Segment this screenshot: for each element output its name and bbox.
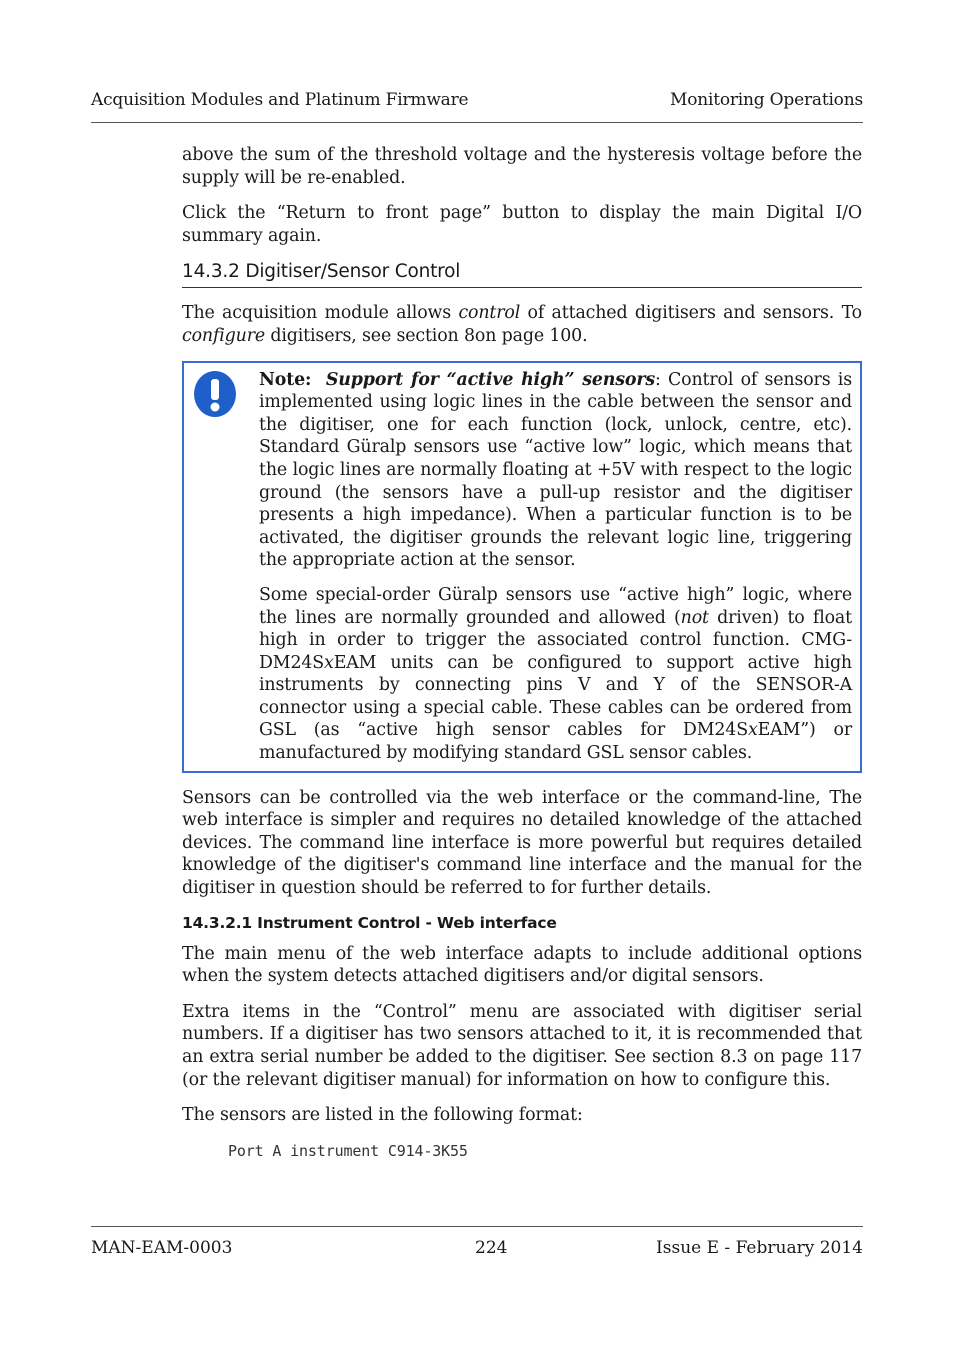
paragraph: above the sum of the threshold voltage and the hysteresis voltage before the supply will be re-enabled. [182, 145, 862, 188]
subsection-heading: 14.3.2.1 Instrument Control - Web interface [182, 913, 557, 932]
paragraph: Sensors can be controlled via the web interface or the command-line, The web interface is simpler and requires no detailed knowledge of the attached devices. The command line interface is more powerful but requires detailed knowledge of the digitiser's command line interface and the manual for the digitiser in question should be referred to for further details. [182, 787, 862, 899]
note-paragraph: Note: Support for “active high” sensors: Control of sensors is implemented using logic lines in the cable between the sensor and the digitiser, one for each function (lock, unlock, centre, etc). Standard Güralp sensors use “active low” logic, which means that the logic lines are normally floating at +5V with respect to the logic ground (the sensors have a pull-up resistor and the digitiser presents a high impedance). When a particular function is to be activated, the digitiser grounds the relevant logic line, triggering the appropriate action at the sensor. [259, 369, 852, 571]
page-content [182, 144, 862, 1162]
page-number: 224 [475, 1238, 508, 1258]
code-sample: Port A instrument C914-3K55 [228, 1141, 468, 1160]
paragraph: The main menu of the web interface adapts to include additional options when the system detects attached digitisers and/or digital sensors. [182, 943, 862, 987]
exclamation-icon [193, 370, 237, 418]
page-header [91, 88, 863, 123]
paragraph: Extra items in the “Control” menu are associated with digitiser serial numbers. If a digitiser has two sensors attached to it, it is recommended that an extra serial number be added to the digitiser. See section 8.3 on page 117 (or the relevant digitiser manual) for information on how to configure this. [182, 1001, 862, 1090]
paragraph: The acquisition module allows control of attached digitisers and sensors. To configure digitisers, see section 8on page 100. [182, 303, 862, 346]
section-heading: 14.3.2 Digitiser/Sensor Control [182, 260, 862, 288]
note-box [182, 361, 862, 773]
issue-date: Issue E - February 2014 [656, 1238, 863, 1258]
document-id: MAN-EAM-0003 [91, 1238, 233, 1258]
paragraph: Click the “Return to front page” button to display the main Digital I/O summary again. [182, 203, 862, 246]
paragraph: The sensors are listed in the following format: [182, 1105, 583, 1126]
header-title: Acquisition Modules and Platinum Firmware [91, 90, 469, 110]
header-section: Monitoring Operations [669, 90, 863, 110]
page-footer [91, 1226, 863, 1263]
note-paragraph: Some special-order Güralp sensors use “active high” logic, where the lines are normally grounded and allowed (not driven) to float high in order to trigger the associated control function. CMG-DM24SxEAM units can be configured to support active high instruments by connecting pins V and Y of the SENSOR-A connector using a special cable. These cables can be ordered from GSL (as “active high sensor cables for DM24SxEAM”) or manufactured by modifying standard GSL sensor cables. [259, 584, 852, 764]
